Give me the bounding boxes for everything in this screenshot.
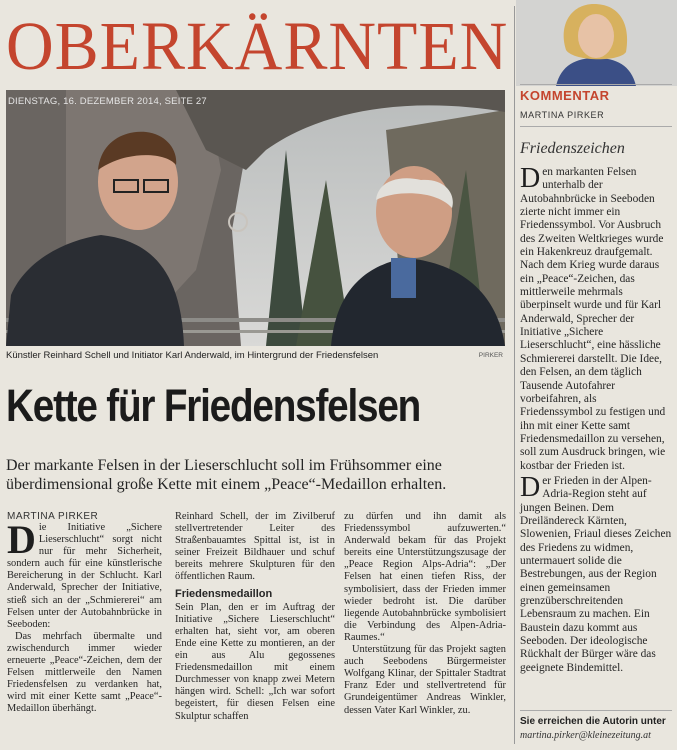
paragraph-text: ie Initiative „Sichere Lieserschlucht“ sorgt nicht nur für mehr Sicherheit, sondern auch für eine künstlerische Bereicherung in der Schlucht. Karl Anderwald, Sprecher der Initiative, stieß sich an der „Schmiererei“ am Felsen unter der Autobahnbrücke in Seeboden: <box>7 522 162 630</box>
commentary-title: Friedenszeichen <box>520 140 625 157</box>
paragraph-text: en markanten Felsen unterhalb der Autobahnbrücke in Seeboden zierte nicht immer ein Friedenssymbol. Vor Ausbruch des Zweiten Weltkrieges wurde ein Hakenkreuz draufgemalt. Nach dem Krieg wurde daraus ein „Peace“-Zeichen, das mittlerweile mehrmals überpinselt wurde und für Karl Anderwald, Sprecher der Initiative „Sichere Lieserschlucht“, eine hässliche Schmiererei darstellt. Die Idee, den Felsen, an dem täglich Tausende Autofahrer vorbeifahren, als Friedenssymbol zu festigen und ihn mit einer Kette samt Friedensmedaillon zu versehen, soll zum Ausdruck bringen, wie kostbar der Frieden ist. <box>520 166 666 472</box>
article-column-2 <box>175 511 335 723</box>
column-divider <box>514 6 515 744</box>
dropcap: D <box>7 517 36 562</box>
divider-rule <box>520 710 672 711</box>
author-portrait <box>516 0 677 86</box>
commentary-footer-email[interactable]: martina.pirker@kleinezeitung.at <box>520 730 651 741</box>
paragraph: Reinhard Schell, der im Zivilberuf stellvertretender Leiter des Straßenbauamtes Spittal ist, ist in seiner Freizeit Bildhauer und schuf bereits mehrere Skulpturen für den öffentlichen Raum. <box>175 511 335 583</box>
dateline: DIENSTAG, 16. DEZEMBER 2014, SEITE 27 <box>8 96 207 107</box>
article-author: MARTINA PIRKER <box>7 511 99 522</box>
commentary-footer-label: Sie erreichen die Autorin unter <box>520 716 666 727</box>
dropcap: D <box>520 163 541 194</box>
commentary-label: KOMMENTAR <box>520 88 610 103</box>
paragraph: Sein Plan, den er im Auftrag der Initiative „Sichere Lieserschlucht“ erhalten hat, sieht vor, am oberen Ende eine Kette zu montieren, an der ein aus Alu gegossenes Friedensmedaillon mit einem Durchmesser von knapp zwei Metern hängen wird. Schell: „Ich war sofort begeistert, für diesen Felsen eine Skulptur schaffen <box>175 601 335 722</box>
paragraph <box>7 517 162 631</box>
article-headline: Kette für Friedensfelsen <box>6 380 421 431</box>
article-lead: Der markante Felsen in der Lieserschlucht soll im Frühsommer eine überdimensional große Kette mit einem „Peace“-Medaillon erhalten. <box>6 457 447 493</box>
paragraph: Das mehrfach übermalte und zwischendurch immer wieder erneuerte „Peace“-Zeichen, dem der Felsen mittlerweile den Namen Friedensfelsen zu verdanken hat, wird mit einer Kette samt „Peace“-Medaillon überhängt. <box>7 630 162 715</box>
portrait-illustration <box>516 0 677 86</box>
article-column-3 <box>344 511 506 717</box>
dropcap: D <box>520 471 541 503</box>
paragraph-text: er Frieden in der Alpen-Adria-Region steht auf jungen Beinen. Dem Dreiländereck Kärnten, Slowenien, Friaul dieses Zeichen des Friedens zu widmen, untermauert solide die Bestrebungen, aus der Region einen gemeinsamen grenzüberschreitenden Lebensraum zu machen. Ein Baustein dazu kommt aus Seeboden. Der ideologische Rückhalt der Bürger wäre das geeignete Bindemittel. <box>520 474 672 674</box>
commentary-body <box>520 163 672 675</box>
paragraph: zu dürfen und ihn damit als Friedenssymbol aufzuwerten.“ Anderwald bekam für das Projekt bereits eine Unterstützungszusage der „Peace Region Alps-Adria“: „Der Felsen hat einen tiefen Riss, der symbolisiert, dass der Frieden immer wieder bedroht ist. Die darüber liegende Autobahnbrücke symbolisiert die Verbindung des Alpen-Adria-Raumes.“ <box>344 511 506 643</box>
photo-caption-bar <box>6 348 505 364</box>
divider-rule <box>520 126 672 127</box>
commentary-author: MARTINA PIRKER <box>520 110 605 120</box>
photo-illustration <box>6 90 505 346</box>
photo-credit: PIRKER <box>478 352 503 359</box>
subhead: Friedensmedaillon <box>175 587 273 600</box>
paragraph <box>520 471 672 675</box>
divider-rule <box>520 84 672 85</box>
paragraph: Unterstützung für das Projekt sagten auch Seebodens Bürgermeister Wolfgang Klinar, der Spittaler Stadtrat Franz Eder und stellvertretend für Grundeigentümer Andreas Winkler, dessen Vater Karl Winkler, zu. <box>344 644 506 716</box>
masthead: OBERKÄRNTEN <box>6 8 509 85</box>
paragraph <box>520 163 672 473</box>
photo-caption: Künstler Reinhard Schell und Initiator Karl Anderwald, im Hintergrund der Friedensfelsen <box>6 350 379 361</box>
article-photo <box>6 90 505 346</box>
article-column-1 <box>7 517 162 716</box>
